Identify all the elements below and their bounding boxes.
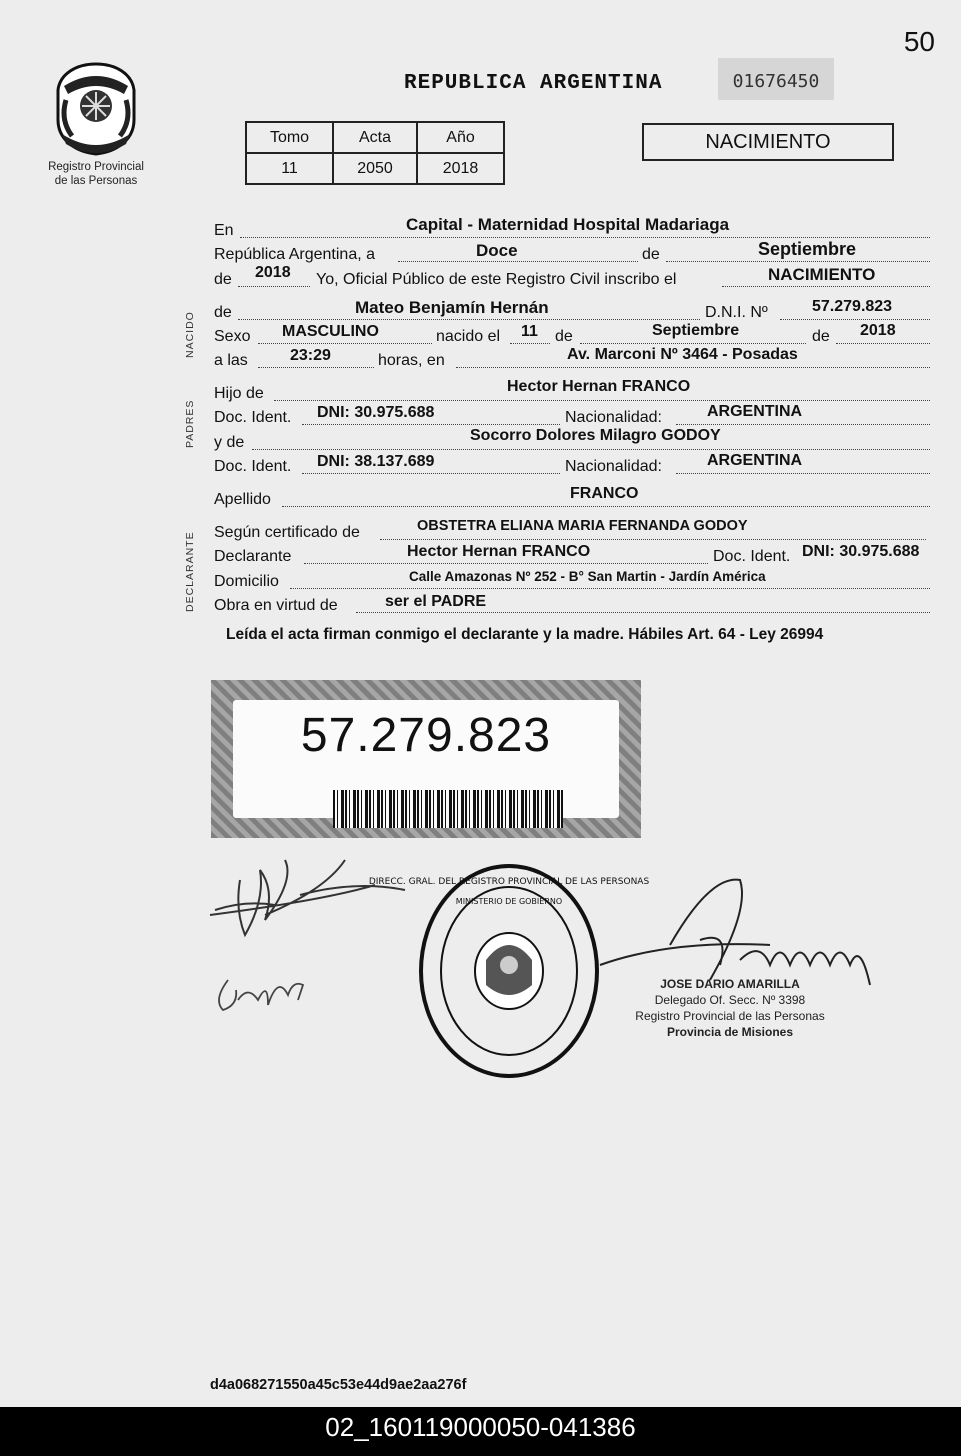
dotted-line xyxy=(780,319,930,320)
delegate-province: Provincia de Misiones xyxy=(666,1025,794,1039)
delegate-title: Delegado Of. Secc. Nº 3398 xyxy=(654,993,806,1007)
sticker-dni-number: 57.279.823 xyxy=(300,709,552,762)
barcode xyxy=(333,790,563,828)
label-de: de xyxy=(812,328,830,345)
madre-documento: DNI: 38.137.689 xyxy=(317,453,435,470)
delegate-registry: Registro Provincial de las Personas xyxy=(635,1009,825,1023)
dotted-line xyxy=(258,367,374,368)
anio-nacimiento: 2018 xyxy=(860,322,896,339)
label-de: de xyxy=(642,246,660,263)
dotted-line xyxy=(836,343,930,344)
dotted-line xyxy=(282,506,930,507)
label-de: de xyxy=(214,304,232,321)
mother-signature xyxy=(208,960,318,1020)
dotted-line xyxy=(456,367,930,368)
lugar-inscripcion: Capital - Maternidad Hospital Madariaga xyxy=(406,215,730,234)
dotted-line xyxy=(252,449,930,450)
delegate-block xyxy=(620,976,840,1040)
hora-nacimiento: 23:29 xyxy=(290,347,331,364)
dotted-line xyxy=(676,424,930,425)
madre-nombre: Socorro Dolores Milagro GODOY xyxy=(470,427,721,444)
seal-inner-text: MINISTERIO DE GOBIERNO xyxy=(455,897,563,906)
dotted-line xyxy=(302,424,560,425)
dia-inscripcion: Doce xyxy=(476,241,518,260)
padre-documento: DNI: 30.975.688 xyxy=(317,404,435,421)
document-hash: d4a068271550a45c53e44d9ae2aa276f xyxy=(210,1377,467,1393)
dotted-line xyxy=(274,400,930,401)
dotted-line xyxy=(356,612,930,613)
dotted-line xyxy=(722,286,930,287)
nombre-nacido: Mateo Benjamín Hernán xyxy=(355,298,549,317)
padre-nacionalidad: ARGENTINA xyxy=(707,403,803,420)
anio-inscripcion: 2018 xyxy=(255,264,291,281)
sticker-inner xyxy=(233,700,619,818)
dotted-line xyxy=(258,343,432,344)
label-y-de: y de xyxy=(214,434,245,451)
declarante-documento: DNI: 30.975.688 xyxy=(802,543,920,560)
dotted-line xyxy=(580,343,806,344)
side-label-padres: PADRES xyxy=(184,399,196,448)
obra-value: ser el PADRE xyxy=(385,593,487,610)
dotted-line xyxy=(302,473,560,474)
dia-nacimiento: 11 xyxy=(521,323,538,340)
label-doc-ident: Doc. Ident. xyxy=(214,458,292,475)
acta-value: 2050 xyxy=(333,153,417,184)
label-doc-ident: Doc. Ident. xyxy=(214,409,292,426)
label-en: En xyxy=(214,222,234,239)
dni-nacido: 57.279.823 xyxy=(812,298,893,315)
label-republica-a: República Argentina, a xyxy=(214,246,375,263)
province-coat-of-arms-logo xyxy=(52,60,140,156)
label-apellido: Apellido xyxy=(214,491,271,508)
page-number: 50 xyxy=(903,26,935,57)
label-segun-certificado: Según certificado de xyxy=(214,524,360,541)
official-seal xyxy=(368,860,650,1082)
dotted-line xyxy=(238,286,310,287)
label-declarante: Declarante xyxy=(214,548,292,565)
registry-name-line2: de las Personas xyxy=(54,175,138,187)
padre-nombre: Hector Hernan FRANCO xyxy=(507,378,691,395)
dotted-line xyxy=(290,588,930,589)
registrar-signature xyxy=(205,840,415,950)
document-title: REPUBLICA ARGENTINA xyxy=(404,72,663,95)
registry-name-line1: Registro Provincial xyxy=(48,161,144,173)
file-footer: 02_160119000050-041386 xyxy=(0,1407,961,1456)
label-horas-en: horas, en xyxy=(378,352,445,369)
registry-table xyxy=(245,121,505,185)
closing-statement: Leída el acta firman conmigo el declarante y la madre. Hábiles Art. 64 - Ley 26994 xyxy=(226,626,824,643)
label-domicilio: Domicilio xyxy=(214,573,279,590)
tomo-header: Tomo xyxy=(246,122,333,153)
apellido-value: FRANCO xyxy=(570,485,639,502)
madre-nacionalidad: ARGENTINA xyxy=(707,452,803,469)
dotted-line xyxy=(238,319,700,320)
label-nacionalidad: Nacionalidad: xyxy=(565,458,662,475)
label-sexo: Sexo xyxy=(214,328,251,345)
label-dni: D.N.I. Nº xyxy=(705,304,768,321)
tipo-inscripcion: NACIMIENTO xyxy=(768,265,876,284)
dotted-line xyxy=(510,343,550,344)
acta-header: Acta xyxy=(333,122,417,153)
delegate-name: JOSE DARIO AMARILLA xyxy=(660,977,800,991)
dni-number-sticker xyxy=(211,680,641,838)
dotted-line xyxy=(666,261,930,262)
anio-value: 2018 xyxy=(417,153,504,184)
label-doc-ident: Doc. Ident. xyxy=(713,548,791,565)
lugar-nacimiento: Av. Marconi Nº 3464 - Posadas xyxy=(567,346,798,363)
label-nacionalidad: Nacionalidad: xyxy=(565,409,662,426)
anio-header: Año xyxy=(417,122,504,153)
dotted-line xyxy=(304,563,708,564)
sexo-value: MASCULINO xyxy=(282,323,379,340)
label-de: de xyxy=(555,328,573,345)
side-label-declarante: DECLARANTE xyxy=(184,531,196,612)
label-nacido-el: nacido el xyxy=(436,328,501,345)
label-hijo-de: Hijo de xyxy=(214,385,264,402)
declarante-nombre: Hector Hernan FRANCO xyxy=(407,543,591,560)
dotted-line xyxy=(240,237,930,238)
record-type-box: NACIMIENTO xyxy=(642,123,894,161)
label-de: de xyxy=(214,271,232,288)
dotted-line xyxy=(676,473,930,474)
dotted-line xyxy=(398,261,638,262)
side-label-nacido: NACIDO xyxy=(184,311,196,358)
seal-ring-text: DIRECC. GRAL. DEL REGISTRO PROVINCIAL DE LAS PERSONAS xyxy=(368,877,650,887)
registry-name xyxy=(30,160,162,188)
mes-nacimiento: Septiembre xyxy=(652,322,740,339)
domicilio-value: Calle Amazonas Nº 252 - B° San Martin - Jardín América xyxy=(409,569,766,584)
label-obra-en-virtud: Obra en virtud de xyxy=(214,597,338,614)
label-yo-oficial: Yo, Oficial Público de este Registro Civil inscribo el xyxy=(316,271,677,288)
tomo-value: 11 xyxy=(246,153,333,184)
certificado-value: OBSTETRA ELIANA MARIA FERNANDA GODOY xyxy=(417,518,748,534)
serial-number: 01676450 xyxy=(718,58,834,100)
dotted-line xyxy=(380,539,926,540)
mes-inscripcion: Septiembre xyxy=(758,239,857,259)
label-a-las: a las xyxy=(214,352,248,369)
